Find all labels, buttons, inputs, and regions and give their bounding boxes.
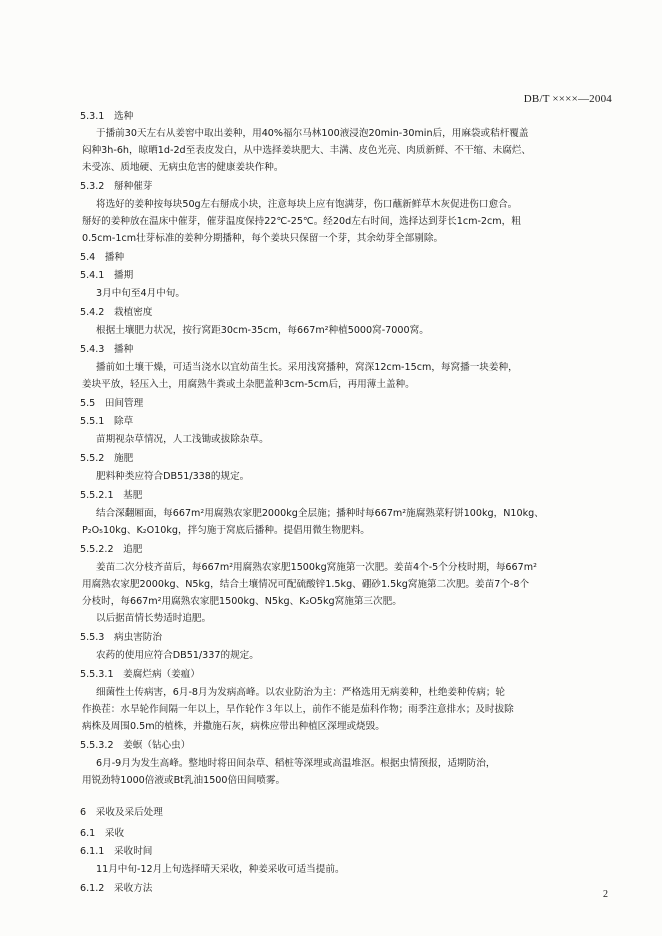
paragraph-line: 苗期视杂草情况，人工浅锄或拔除杂草。 — [96, 434, 269, 445]
paragraph-line: 以后据苗情长势适时追肥。 — [96, 613, 212, 624]
paragraph-line: 用锐劲特1000倍液或Bt乳油1500倍田间喷雾。 — [82, 775, 286, 786]
paragraph-line: 作换茬：水旱轮作间隔一年以上，旱作轮作３年以上，前作不能是茄科作物；雨季注意排水；及时拔除 — [82, 704, 514, 715]
section-heading-5-5-2-2: 5.5.2.2 追肥 — [80, 544, 143, 555]
paragraph-line: 闷种3h-6h，晾晒1d-2d至表皮发白，从中选择姜块肥大、丰满、皮色光亮、肉质新鲜、不干缩、未腐烂、 — [82, 145, 532, 156]
section-heading-5-5-2-1: 5.5.2.1 基肥 — [80, 490, 143, 501]
section-heading-5-5-3-2: 5.5.3.2 姜螟（钻心虫） — [80, 740, 191, 751]
paragraph-line: 将选好的姜种按每块50g左右掰成小块，注意每块上应有饱满芽，伤口蘸新鲜草木灰促进伤口愈合。 — [96, 199, 518, 210]
paragraph-line: 农药的使用应符合DB51/337的规定。 — [96, 650, 259, 661]
paragraph-line: 分枝时，每667m²用腐熟农家肥1500kg、N5kg、K₂O5kg窝施第三次肥。 — [82, 596, 402, 607]
paragraph-line: 掰好的姜种放在温床中催芽，催芽温度保持22℃-25℃。经20d左右时间，选择达到芽长1cm-2cm，粗 — [82, 216, 521, 227]
section-heading-5-4: 5.4 播种 — [80, 252, 125, 263]
paragraph-line: 11月中旬-12月上旬选择晴天采收，种姜采收可适当提前。 — [96, 864, 345, 875]
standard-code: DB/T ××××—2004 — [523, 93, 612, 105]
paragraph-line: 姜苗二次分枝齐苗后，每667m²用腐熟农家肥1500kg窝施第一次肥。姜苗4个-5个分枝时期，每667m² — [96, 562, 537, 573]
paragraph-line: 根据土壤肥力状况，按行窝距30cm-35cm，每667m²种植5000窝-7000窝。 — [96, 325, 429, 336]
section-heading-5-5: 5.5 田间管理 — [80, 398, 144, 409]
paragraph-line: 未受冻、质地硬、无病虫危害的健康姜块作种。 — [82, 162, 284, 173]
paragraph-line: 病株及周围0.5m的植株，并撒施石灰，病株应带出种植区深埋或烧毁。 — [82, 721, 385, 732]
paragraph-line: 细菌性土传病害，6月-8月为发病高峰。以农业防治为主：严格选用无病姜种，杜绝姜种传病；轮 — [96, 687, 506, 698]
page-number: 2 — [603, 889, 608, 900]
section-heading-5-5-2: 5.5.2 施肥 — [80, 453, 134, 464]
paragraph-line: P₂O₅10kg、K₂O10kg，拌匀施于窝底后播种。提倡用微生物肥料。 — [82, 525, 370, 536]
section-heading-5-5-3-1: 5.5.3.1 姜腐烂病（姜瘟） — [80, 669, 200, 680]
paragraph-line: 用腐熟农家肥2000kg、N5kg，结合土壤情况可配硫酸锌1.5kg、硼砂1.5kg窝施第二次肥。姜苗7个-8个 — [82, 579, 530, 590]
paragraph-line: 0.5cm-1cm壮芽标准的姜种分期播种，每个姜块只保留一个芽，其余幼芽全部剔除。 — [82, 233, 444, 244]
section-heading-5-5-1: 5.5.1 除草 — [80, 416, 134, 427]
paragraph-line: 于播前30天左右从姜窖中取出姜种，用40%福尔马林100液浸泡20min-30min后，用麻袋或秸杆覆盖 — [96, 128, 529, 139]
section-heading-5-3-2: 5.3.2 掰种催芽 — [80, 181, 153, 192]
paragraph-line: 播前如土壤干燥，可适当浇水以宜幼苗生长。采用浅窝播种，窝深12cm-15cm，每窝播一块姜种， — [96, 362, 518, 373]
paragraph-line: 6月-9月为发生高峰。整地时将田间杂草、稻桩等深埋或高温堆沤。根据虫情预报，适期防治， — [96, 758, 496, 769]
paragraph-line: 肥料种类应符合DB51/338的规定。 — [96, 471, 250, 482]
section-heading-5-4-2: 5.4.2 栽植密度 — [80, 307, 153, 318]
section-heading-5-5-3: 5.5.3 病虫害防治 — [80, 632, 162, 643]
section-heading-5-4-3: 5.4.3 播种 — [80, 344, 134, 355]
section-heading-6-1-1: 6.1.1 采收时间 — [80, 846, 153, 857]
section-heading-6: 6 采收及采后处理 — [80, 807, 163, 818]
section-heading-6-1: 6.1 采收 — [80, 828, 125, 839]
section-heading-5-3-1: 5.3.1 选种 — [80, 111, 134, 122]
section-heading-6-1-2: 6.1.2 采收方法 — [80, 883, 153, 894]
section-heading-5-4-1: 5.4.1 播期 — [80, 270, 134, 281]
paragraph-line: 3月中旬至4月中旬。 — [96, 288, 185, 299]
paragraph-line: 姜块平放，轻压入土，用腐熟牛粪或土杂肥盖种3cm-5cm后，再用薄土盖种。 — [82, 379, 415, 390]
paragraph-line: 结合深翻厢面，每667m²用腐熟农家肥2000kg全层施；播种时每667m²施腐熟菜籽饼100kg，N10kg、 — [96, 508, 544, 519]
